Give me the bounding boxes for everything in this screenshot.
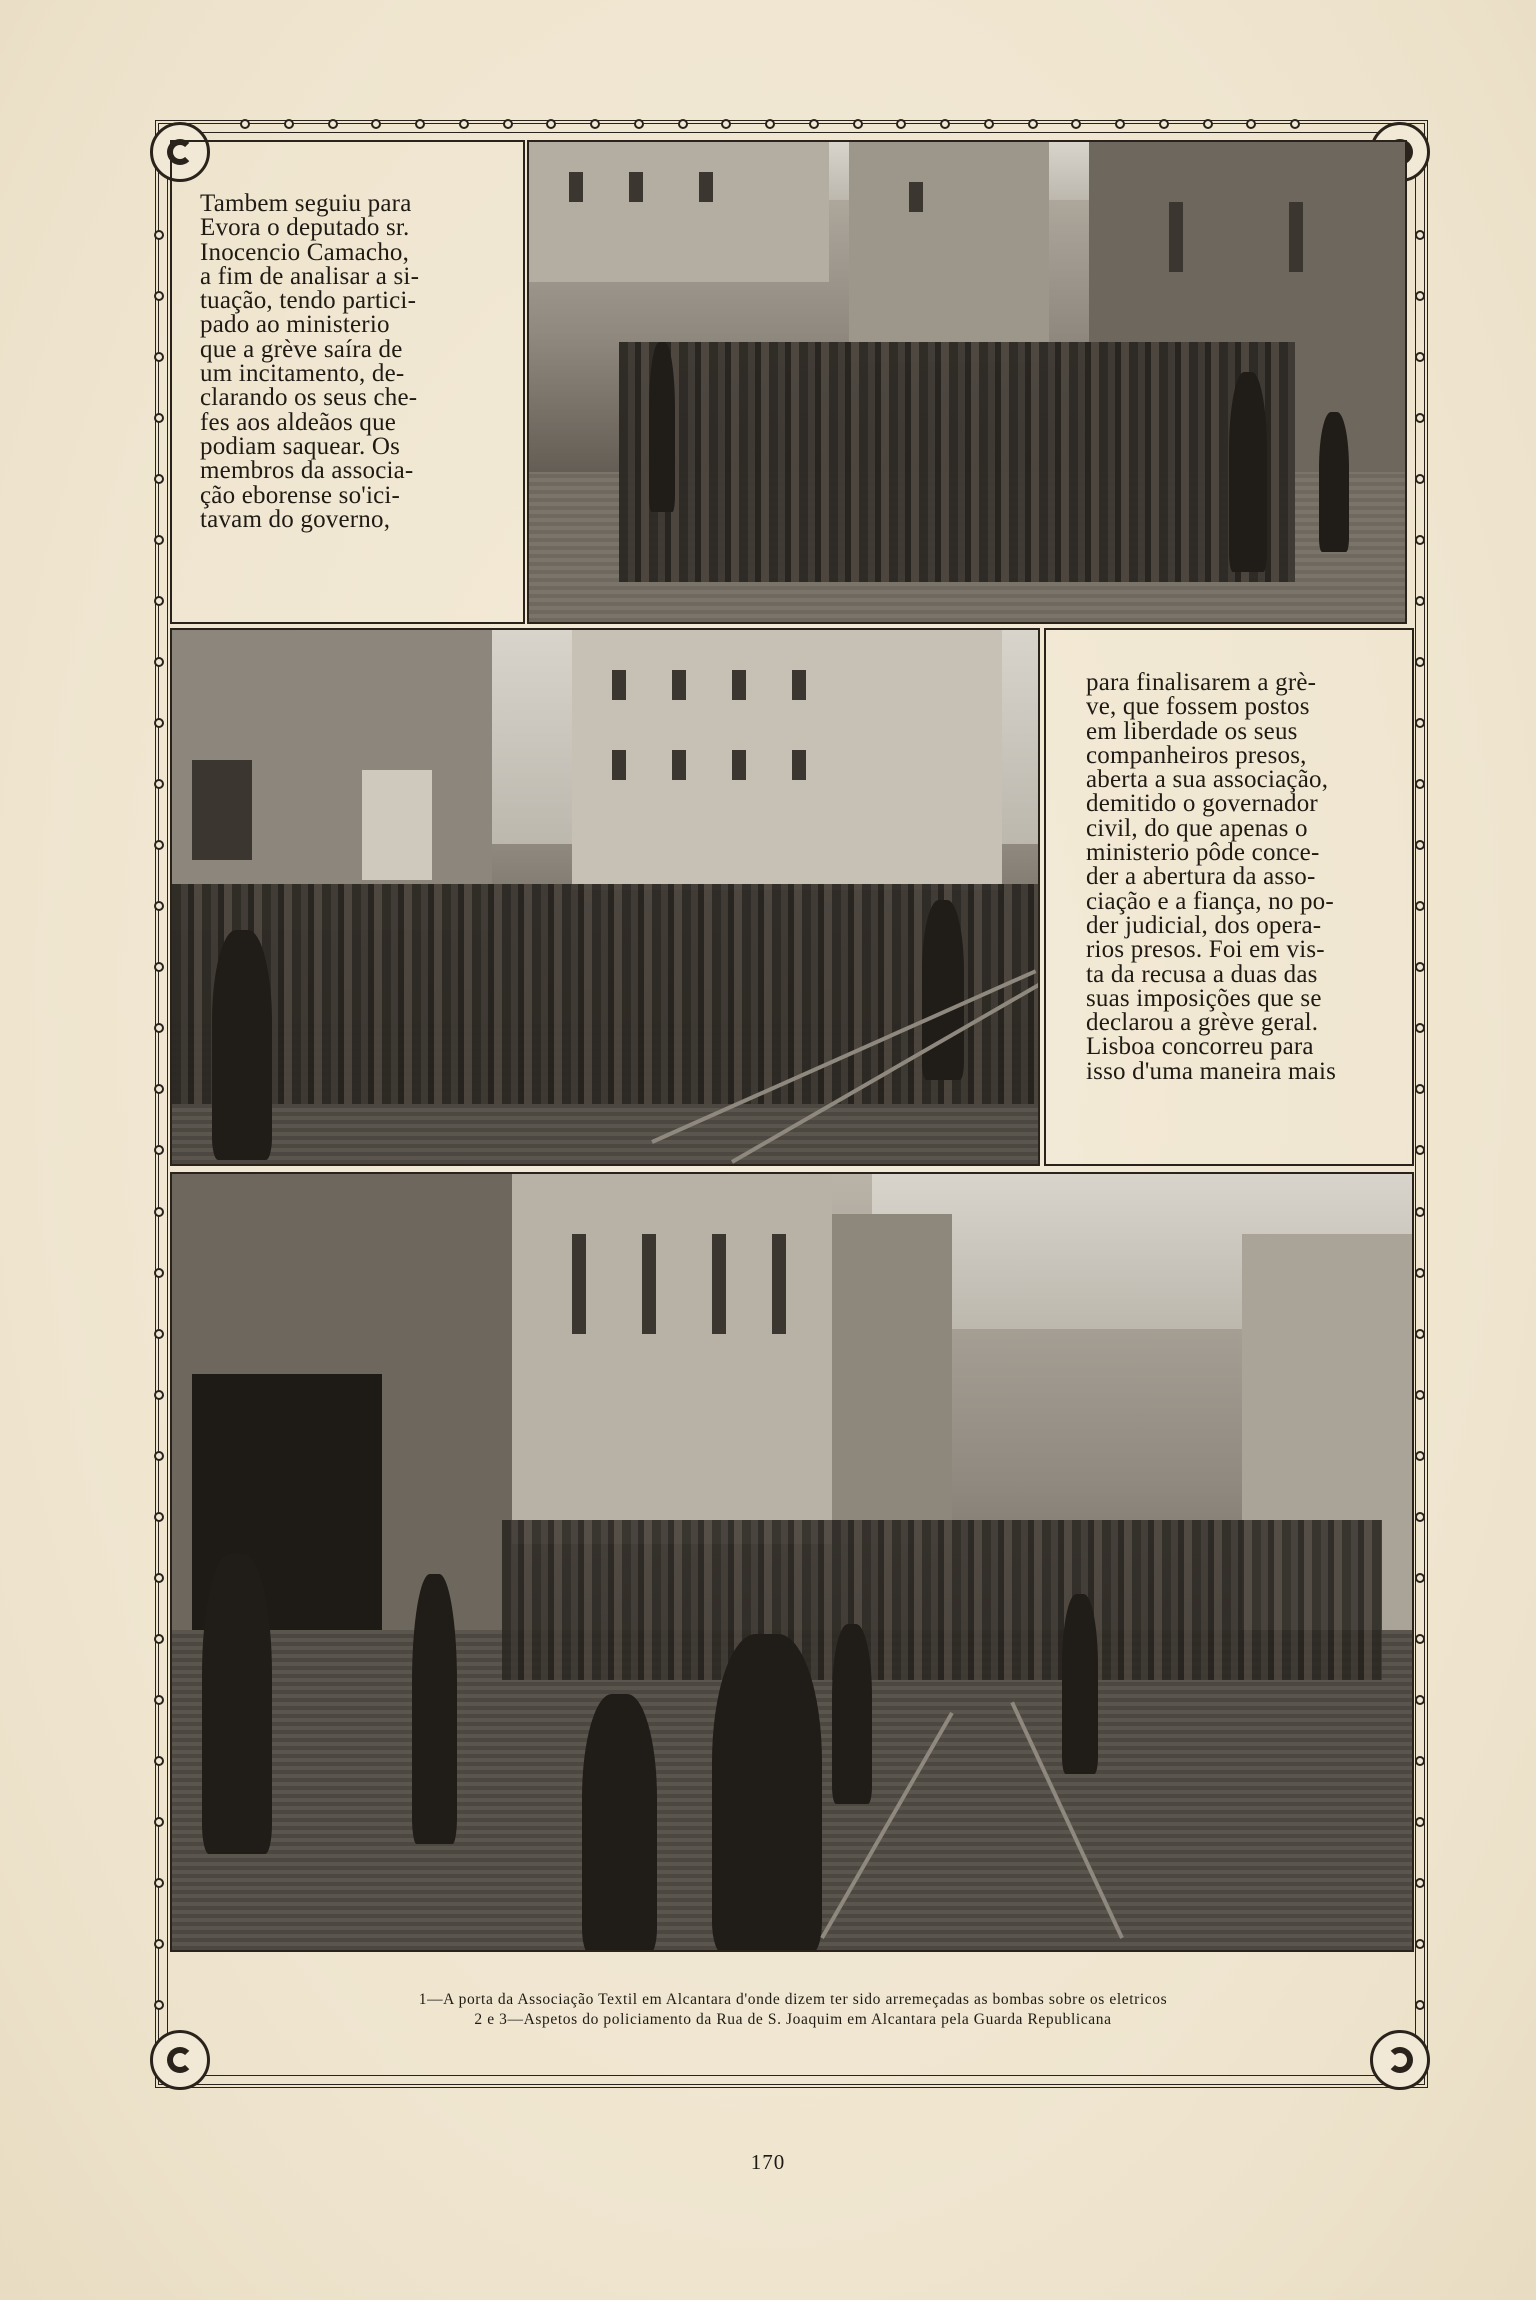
article-column-top-left: Tambem seguiu para Evora o deputado sr. Inocencio Camacho, a fim de analisar a si- tuação, tendo partici- pado ao ministerio que a grève saíra de um incitamento, de- clarando os seus che- fes aos aldeãos que podiam saquear. Os membros da associa- ção eborense so'ici- tavam do governo, <box>200 190 420 533</box>
frame-dots-top <box>240 119 1300 133</box>
photo-caption <box>180 1990 1406 2030</box>
photo-3-alcantara-street-crowd <box>170 1172 1414 1952</box>
article-column-middle-right: para finalisarem a grè- ve, que fossem postos em liberdade os seus companheiros presos, aberta a sua associação, demitido o governador civil, do que apenas o ministerio pôde conce- der a abertura da asso- ciação e a fiança, no po- der judicial, dos opera- rios presos. Foi em vis- ta da recusa a duas das suas imposições que se declarou a grève geral. Lisboa concorreu para isso d'uma maneira mais <box>1086 669 1337 1085</box>
photo-1-soldiers-on-street <box>527 140 1407 624</box>
photo-2-guard-patrol-street <box>170 628 1040 1166</box>
corner-scroll-ornament <box>1370 2030 1430 2090</box>
page-number: 170 <box>750 2150 786 2174</box>
caption-line-1: 1—A porta da Associação Textil em Alcantara d'onde dizem ter sido arremeçadas as bombas sobre os eletricos <box>418 1991 1168 2008</box>
frame-dots-left <box>154 230 168 2010</box>
corner-scroll-ornament <box>150 2030 210 2090</box>
caption-line-2: 2 e 3—Aspetos do policiamento da Rua de S. Joaquim em Alcantara pela Guarda Republicana <box>474 2011 1112 2028</box>
frame-dots-right <box>1415 230 1429 2010</box>
